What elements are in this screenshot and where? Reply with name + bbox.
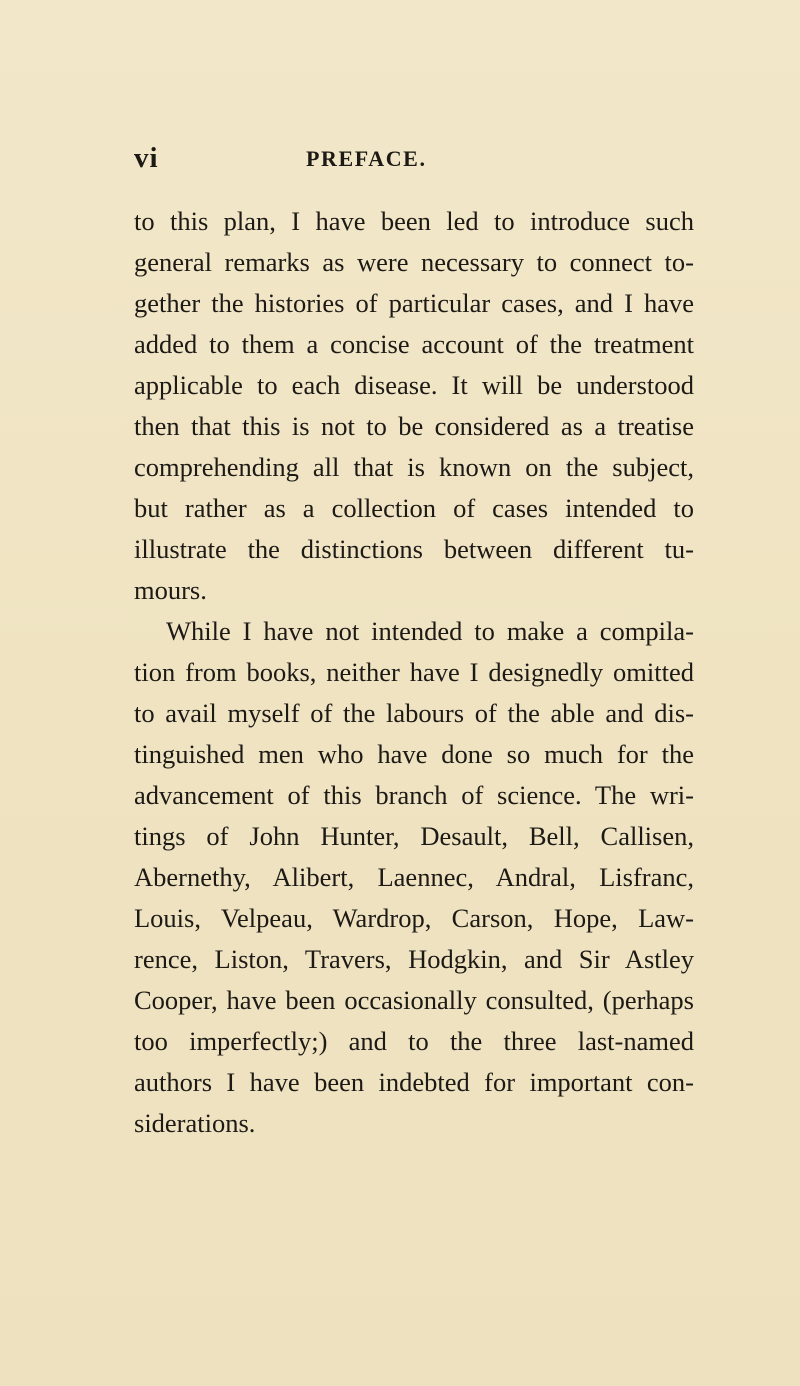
- body-text: [134, 201, 694, 1144]
- text-line: illustrate the distinctions between different tu-: [134, 534, 694, 564]
- text-line: authors I have been indebted for important con-: [134, 1067, 694, 1097]
- page-number: vi: [134, 142, 159, 174]
- text-line: rence, Liston, Travers, Hodgkin, and Sir Astley: [134, 944, 694, 974]
- running-title: PREFACE.: [306, 146, 427, 171]
- text-line: tion from books, neither have I designedly omitted: [134, 657, 694, 687]
- text-line: tings of John Hunter, Desault, Bell, Callisen,: [134, 821, 694, 851]
- text-line: but rather as a collection of cases intended to: [134, 493, 694, 523]
- text-line: Abernethy, Alibert, Laennec, Andral, Lisfranc,: [134, 862, 694, 892]
- text-line: to this plan, I have been led to introduce such: [134, 206, 694, 236]
- text-line: then that this is not to be considered as a treatise: [134, 411, 694, 441]
- text-line: added to them a concise account of the treatment: [134, 329, 694, 359]
- text-line: While I have not intended to make a compila-: [166, 616, 694, 646]
- text-line: gether the histories of particular cases, and I have: [134, 288, 694, 318]
- text-line: mours.: [134, 575, 207, 605]
- text-line: comprehending all that is known on the subject,: [134, 452, 694, 482]
- text-line: advancement of this branch of science. The wri-: [134, 780, 694, 810]
- text-line: Cooper, have been occasionally consulted, (perhaps: [134, 985, 694, 1015]
- text-line: Louis, Velpeau, Wardrop, Carson, Hope, Law-: [134, 903, 694, 933]
- text-line: to avail myself of the labours of the able and dis-: [134, 698, 694, 728]
- text-line: applicable to each disease. It will be understood: [134, 370, 694, 400]
- text-line: too imperfectly;) and to the three last-named: [134, 1026, 694, 1056]
- text-line: tinguished men who have done so much for the: [134, 739, 694, 769]
- text-line: general remarks as were necessary to connect to-: [134, 247, 694, 277]
- running-head: [134, 142, 694, 176]
- text-line: siderations.: [134, 1108, 256, 1138]
